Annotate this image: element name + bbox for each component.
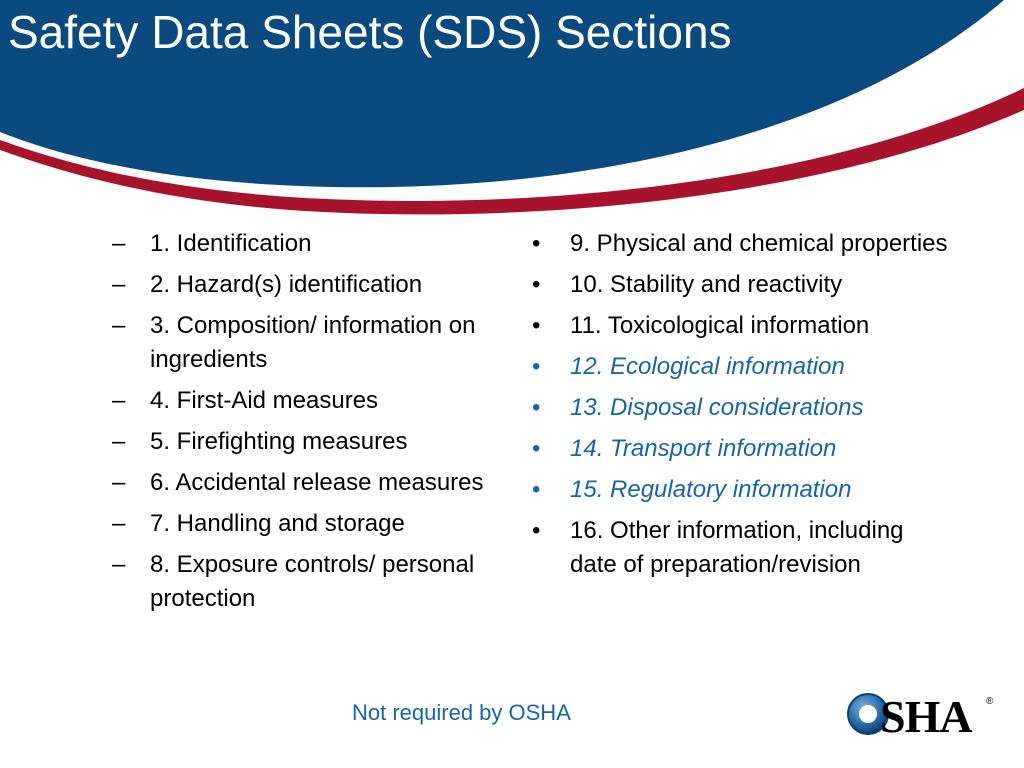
osha-logo: [846, 688, 996, 740]
list-item-not-required: [532, 391, 952, 425]
list-item-not-required: [532, 473, 952, 507]
sections-list-right: [532, 227, 952, 589]
bullet-marker: •: [532, 435, 541, 462]
list-item-text: 11. Toxicological information: [570, 312, 870, 339]
list-item: [112, 384, 502, 418]
dash-marker: –: [112, 230, 126, 257]
not-required-note: Not required by OSHA: [352, 700, 571, 725]
bullet-marker: •: [532, 394, 541, 421]
list-item-text: 5. Firefighting measures: [150, 428, 408, 455]
list-item-text: 7. Handling and storage: [150, 510, 405, 537]
dash-marker: –: [112, 551, 126, 578]
list-item: [532, 309, 952, 343]
list-item: [112, 466, 502, 500]
list-item: [112, 227, 502, 261]
list-item: [112, 309, 502, 377]
list-item-text: 15. Regulatory information: [570, 476, 852, 503]
list-item-text: 13. Disposal considerations: [570, 394, 864, 421]
list-item-text: 3. Composition/ information on ingredients: [150, 312, 476, 373]
bullet-marker: •: [532, 476, 541, 503]
dash-marker: –: [112, 271, 126, 298]
list-item: [112, 507, 502, 541]
dash-marker: –: [112, 387, 126, 414]
list-item-text: 8. Exposure controls/ personal protection: [150, 551, 475, 612]
list-item-not-required: [532, 432, 952, 466]
osha-logo-wordmark: SHA: [880, 691, 972, 740]
dash-marker: –: [112, 428, 126, 455]
page-title: Safety Data Sheets (SDS) Sections: [8, 6, 732, 58]
registered-mark: ®: [986, 696, 994, 707]
list-item-text: 2. Hazard(s) identification: [150, 271, 423, 298]
list-item: [532, 227, 952, 261]
list-item: [532, 268, 952, 302]
list-item: [532, 514, 952, 582]
list-item-text: 10. Stability and reactivity: [570, 271, 843, 298]
list-item-text: 14. Transport information: [570, 435, 837, 462]
list-item-text: 12. Ecological information: [570, 353, 845, 380]
list-item-text: 9. Physical and chemical properties: [570, 230, 948, 257]
list-item-not-required: [532, 350, 952, 384]
bullet-marker: •: [532, 353, 541, 380]
dash-marker: –: [112, 312, 126, 339]
bullet-marker: •: [532, 517, 541, 544]
list-item-text: 4. First-Aid measures: [150, 387, 379, 414]
list-item: [112, 425, 502, 459]
bullet-marker: •: [532, 312, 541, 339]
dash-marker: –: [112, 469, 126, 496]
list-item-text: 1. Identification: [150, 230, 312, 257]
bullet-marker: •: [532, 230, 541, 257]
list-item-text: 6. Accidental release measures: [150, 469, 484, 496]
list-item: [112, 548, 502, 616]
sections-list-left: [112, 227, 502, 623]
bullet-marker: •: [532, 271, 541, 298]
list-item: [112, 268, 502, 302]
list-item-text: 16. Other information, including date of preparation/revision: [570, 517, 904, 578]
dash-marker: –: [112, 510, 126, 537]
